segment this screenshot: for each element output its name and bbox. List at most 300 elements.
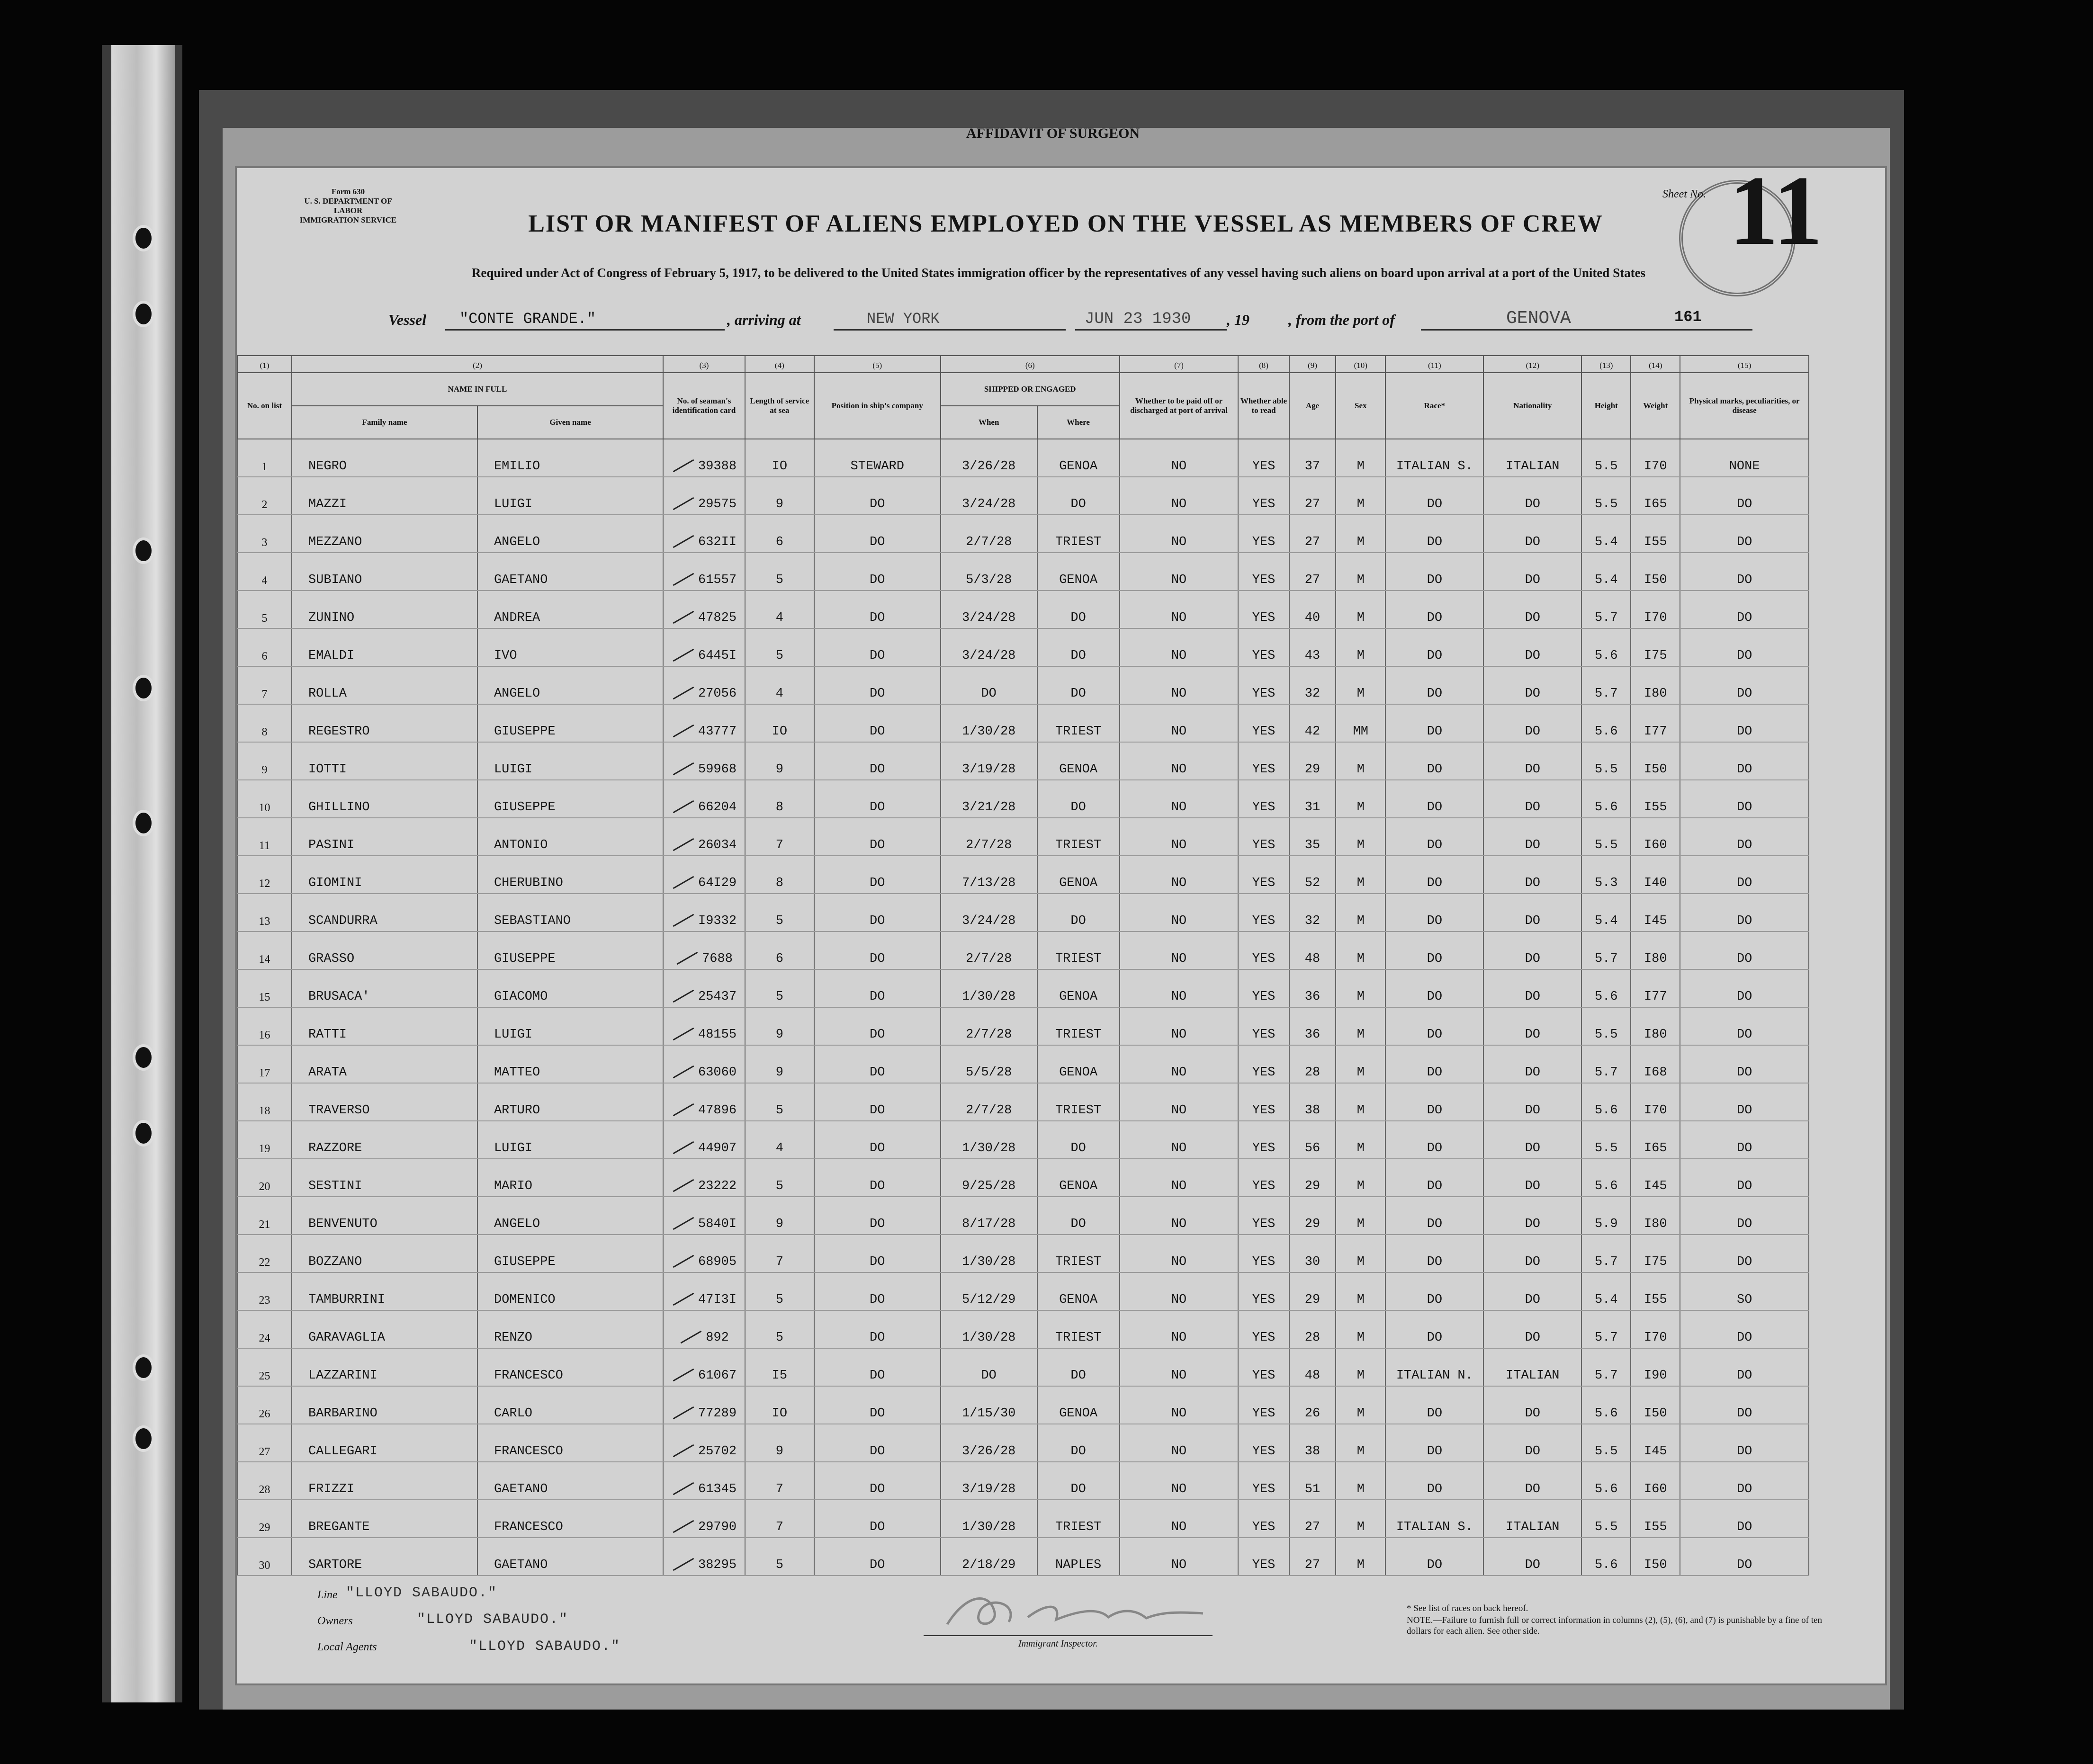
family-name [292,1045,477,1083]
able-to-read-text: YES [1252,1179,1276,1193]
physical-marks-text: DO [1736,1558,1752,1572]
weight [1631,666,1680,704]
id-card-number [663,1386,745,1424]
weight [1631,1235,1680,1272]
family-name [292,591,477,628]
given-name-text: LUIGI [494,497,532,511]
weight-text: I60 [1644,838,1667,852]
discharged-status-text: NO [1171,1444,1187,1459]
able-to-read-text: YES [1252,990,1276,1004]
family-name-text: GHILLINO [308,800,370,815]
ship-position [814,1159,941,1197]
discharged-status-text: NO [1171,1369,1187,1383]
family-name [292,628,477,666]
agents-label: Local Agents [317,1641,377,1653]
row-number-text: 24 [259,1332,270,1344]
height [1581,628,1631,666]
table-row [237,856,1809,894]
family-name [292,1538,477,1576]
given-name-text: SEBASTIANO [494,914,571,928]
physical-marks-text: DO [1736,952,1752,966]
row-number-text: 19 [259,1143,270,1155]
able-to-read-text: YES [1252,1406,1276,1421]
age [1289,1272,1336,1310]
length-of-service [745,477,814,515]
nationality-text: DO [1525,1331,1540,1345]
sex [1336,1386,1385,1424]
check-mark [673,611,694,624]
given-name [477,1272,663,1310]
check-mark [673,1406,694,1420]
ship-position-text: DO [870,1028,885,1042]
ship-position [814,1045,941,1083]
header-name-in-full: NAME IN FULL [292,373,663,406]
able-to-read-text: YES [1252,1141,1276,1155]
age-text: 26 [1304,1406,1320,1421]
check-mark [677,952,698,965]
arriving-label: , arriving at [727,311,801,328]
shipped-where [1037,1538,1120,1576]
race [1385,742,1483,780]
ship-position [814,1007,941,1045]
length-of-service [745,1159,814,1197]
given-name [477,931,663,969]
physical-marks-text: DO [1736,1066,1752,1080]
sex [1336,477,1385,515]
ship-position [814,1310,941,1348]
sex [1336,1462,1385,1500]
shipped-where-text: TRIEST [1055,952,1102,966]
family-name-text: PASINI [308,838,355,852]
row-number-text: 26 [259,1408,270,1420]
discharged-status [1120,1348,1239,1386]
length-of-service-text: I5 [772,1369,788,1383]
height [1581,591,1631,628]
weight-text: I70 [1644,459,1667,474]
shipped-where-text: GENOA [1059,762,1098,777]
row-number-text: 23 [259,1294,270,1307]
age-text: 43 [1304,649,1320,663]
shipped-where [1037,1121,1120,1159]
shipped-where [1037,1310,1120,1348]
height-text: 5.5 [1594,497,1618,511]
length-of-service [745,553,814,591]
weight [1631,742,1680,780]
sex [1336,1538,1385,1576]
ship-position [814,1462,941,1500]
age-text: 51 [1304,1482,1320,1496]
table-row [237,1386,1809,1424]
discharged-status-text: NO [1171,800,1187,815]
table-row [237,1462,1809,1500]
binder-hole [133,1044,154,1071]
id-card-number [663,780,745,818]
family-name [292,1235,477,1272]
length-of-service [745,1500,814,1538]
nationality [1483,553,1581,591]
sex-text: M [1356,990,1365,1004]
given-name [477,1310,663,1348]
id-card-number [663,477,745,515]
shipped-where-text: GENOA [1059,573,1098,587]
sex [1336,969,1385,1007]
check-mark [673,649,694,662]
race [1385,1197,1483,1235]
shipped-when [941,742,1037,780]
shipped-when [941,1462,1037,1500]
sex-text: M [1356,1558,1365,1572]
shipped-when-text: 3/26/28 [961,459,1016,474]
age [1289,1538,1336,1576]
shipped-when [941,591,1037,628]
sex [1336,856,1385,894]
able-to-read [1238,628,1289,666]
family-name [292,931,477,969]
family-name [292,742,477,780]
shipped-when [941,969,1037,1007]
able-to-read [1238,1121,1289,1159]
row-number-text: 17 [259,1067,270,1079]
shipped-where-text: TRIEST [1055,535,1102,549]
race-text: DO [1427,725,1443,739]
age [1289,591,1336,628]
family-name-text: RAZZORE [308,1141,362,1155]
given-name [477,1386,663,1424]
vessel-label: Vessel [388,311,426,328]
ship-position-text: DO [870,1293,885,1307]
able-to-read [1238,666,1289,704]
given-name [477,1159,663,1197]
check-mark [673,990,694,1003]
age-text: 29 [1304,1293,1320,1307]
physical-marks [1680,704,1809,742]
nationality-text: DO [1525,573,1540,587]
sex-text: M [1356,573,1365,587]
id-card-number-text: 66204 [698,800,737,815]
shipped-where-text: GENOA [1059,459,1098,474]
age-text: 27 [1304,573,1320,587]
discharged-status-text: NO [1171,914,1187,928]
binder-hole [133,675,154,701]
row-number-text: 13 [259,915,270,928]
shipped-when [941,477,1037,515]
length-of-service-text: 5 [775,649,783,663]
able-to-read-text: YES [1252,459,1276,474]
given-name [477,1462,663,1500]
id-card-number-text: 47896 [698,1103,737,1118]
ship-position-text: DO [870,952,885,966]
header-family-name: Family name [292,406,477,439]
able-to-read [1238,969,1289,1007]
discharged-status [1120,477,1239,515]
sex-text: M [1356,1217,1365,1231]
nationality-text: DO [1525,611,1540,625]
nationality-text: DO [1525,952,1540,966]
shipped-where [1037,553,1120,591]
shipped-when [941,1235,1037,1272]
given-name-text: FRANCESCO [494,1369,563,1383]
length-of-service-text: 9 [775,1217,783,1231]
height-text: 5.4 [1594,573,1618,587]
age [1289,666,1336,704]
ship-position-text: DO [870,1255,885,1269]
length-of-service [745,1121,814,1159]
family-name [292,1310,477,1348]
race [1385,1538,1483,1576]
sex [1336,1500,1385,1538]
shipped-where [1037,1462,1120,1500]
nationality-text: DO [1525,990,1540,1004]
shipped-when-text: 3/19/28 [961,762,1016,777]
nationality [1483,515,1581,553]
given-name [477,515,663,553]
ship-position-text: DO [870,1406,885,1421]
given-name [477,1538,663,1576]
id-card-number [663,856,745,894]
shipped-where-text: GENOA [1059,876,1098,890]
shipped-where-text: GENOA [1059,1293,1098,1307]
discharged-status [1120,704,1239,742]
discharged-status [1120,1538,1239,1576]
nationality [1483,1007,1581,1045]
weight [1631,1159,1680,1197]
check-mark [673,687,694,700]
race-text: DO [1427,573,1443,587]
age-text: 40 [1304,611,1320,625]
ship-position-text: DO [870,1331,885,1345]
shipped-where [1037,1500,1120,1538]
physical-marks-text: DO [1736,725,1752,739]
shipped-when-text: 3/24/28 [961,497,1016,511]
physical-marks [1680,591,1809,628]
id-card-number [663,628,745,666]
sex [1336,1272,1385,1310]
weight-text: I80 [1644,952,1667,966]
physical-marks-text: DO [1736,1141,1752,1155]
age [1289,1045,1336,1083]
sex-text: M [1356,1331,1365,1345]
race [1385,1159,1483,1197]
age-text: 32 [1304,914,1320,928]
discharged-status [1120,931,1239,969]
column-number: (15) [1680,356,1809,373]
height-text: 5.6 [1594,1103,1618,1118]
discharged-status [1120,894,1239,931]
height-text: 5.7 [1594,952,1618,966]
physical-marks-text: DO [1736,1028,1752,1042]
given-name-text: RENZO [494,1331,532,1345]
weight [1631,477,1680,515]
race-text: DO [1427,649,1443,663]
physical-marks-text: DO [1736,876,1752,890]
race [1385,1424,1483,1462]
family-name [292,894,477,931]
row-number-text: 29 [259,1522,270,1534]
race-text: DO [1427,1066,1443,1080]
discharged-status [1120,1310,1239,1348]
race-text: DO [1427,762,1443,777]
shipped-where-text: DO [1070,497,1086,511]
header-sex: Sex [1336,373,1385,439]
height-text: 5.7 [1594,687,1618,701]
shipped-when-text: 5/12/29 [961,1293,1016,1307]
sex-text: M [1356,459,1365,474]
weight-text: I50 [1644,1558,1667,1572]
nationality-text: DO [1525,762,1540,777]
able-to-read-text: YES [1252,497,1276,511]
shipped-when-text: 5/5/28 [966,1066,1012,1080]
height [1581,704,1631,742]
shipped-where-text: TRIEST [1055,725,1102,739]
physical-marks-text: DO [1736,762,1752,777]
binder-hole [133,810,154,836]
able-to-read [1238,856,1289,894]
owners-label: Owners [317,1615,353,1627]
height [1581,1159,1631,1197]
row-number [237,1121,292,1159]
header-weight: Weight [1631,373,1680,439]
height [1581,780,1631,818]
race-text: DO [1427,1482,1443,1496]
physical-marks-text: DO [1736,1179,1752,1193]
id-card-number-text: 64I29 [698,876,737,890]
age [1289,1424,1336,1462]
family-name [292,553,477,591]
height-text: 5.7 [1594,1369,1618,1383]
race-text: DO [1427,611,1443,625]
id-card-number-text: 47I3I [698,1293,737,1307]
id-card-number [663,742,745,780]
shipped-where-text: DO [1070,611,1086,625]
row-number-text: 22 [259,1256,270,1269]
table-row [237,1272,1809,1310]
length-of-service [745,1007,814,1045]
physical-marks-text: DO [1736,1103,1752,1118]
row-number-text: 1 [261,461,268,473]
row-number [237,1462,292,1500]
family-name-text: SESTINI [308,1179,362,1193]
able-to-read-text: YES [1252,1558,1276,1572]
length-of-service-text: 8 [775,800,783,815]
nationality-text: DO [1525,1406,1540,1421]
physical-marks [1680,1424,1809,1462]
shipped-when-text: 1/30/28 [961,1141,1016,1155]
check-mark [673,800,694,814]
family-name [292,666,477,704]
nationality-text: DO [1525,876,1540,890]
ship-position-text: DO [870,573,885,587]
shipped-where [1037,1159,1120,1197]
physical-marks-text: DO [1736,649,1752,663]
given-name-text: GIUSEPPE [494,725,556,739]
height [1581,1045,1631,1083]
nationality-text: DO [1525,725,1540,739]
physical-marks [1680,439,1809,477]
given-name [477,591,663,628]
column-number: (9) [1289,356,1336,373]
shipped-when [941,666,1037,704]
check-mark [673,459,694,473]
header-when: When [941,406,1037,439]
shipped-where-text: NAPLES [1055,1558,1102,1572]
height [1581,969,1631,1007]
weight-text: I90 [1644,1369,1667,1383]
arrival-date: JUN 23 1930 [1085,310,1191,328]
ship-position-text: DO [870,1444,885,1459]
row-number [237,1348,292,1386]
nationality-text: ITALIAN [1506,459,1560,474]
family-name [292,477,477,515]
ship-position-text: DO [870,497,885,511]
sex-text: M [1356,649,1365,663]
weight-text: I45 [1644,1444,1667,1459]
discharged-status [1120,780,1239,818]
row-number-text: 9 [261,764,268,776]
sex-text: M [1356,1103,1365,1118]
length-of-service-text: IO [772,725,788,739]
age [1289,628,1336,666]
row-number [237,1272,292,1310]
height-text: 5.3 [1594,876,1618,890]
nationality-text: DO [1525,1482,1540,1496]
given-name-text: GAETANO [494,1558,548,1572]
length-of-service-text: 4 [775,1141,783,1155]
ship-position-text: DO [870,800,885,815]
departure-port: GENOVA [1506,308,1571,329]
table-row [237,1197,1809,1235]
height-text: 5.4 [1594,1293,1618,1307]
given-name [477,894,663,931]
shipped-where-text: GENOA [1059,1066,1098,1080]
id-card-number-text: 29575 [698,497,737,511]
race [1385,969,1483,1007]
age [1289,1310,1336,1348]
sex [1336,894,1385,931]
able-to-read-text: YES [1252,687,1276,701]
check-mark [673,1558,694,1571]
row-number-text: 25 [259,1370,270,1382]
id-card-number [663,818,745,856]
id-card-number-text: 44907 [698,1141,737,1155]
length-of-service-text: 9 [775,497,783,511]
able-to-read [1238,931,1289,969]
family-name-text: MAZZI [308,497,347,511]
able-to-read [1238,1424,1289,1462]
id-card-number [663,1348,745,1386]
given-name [477,628,663,666]
nationality [1483,1500,1581,1538]
length-of-service-text: 7 [775,838,783,852]
weight-text: I80 [1644,687,1667,701]
given-name [477,1500,663,1538]
discharged-status [1120,1272,1239,1310]
weight-text: I70 [1644,1103,1667,1118]
height [1581,553,1631,591]
column-number: (2) [292,356,663,373]
table-row [237,969,1809,1007]
row-number-text: 28 [259,1484,270,1496]
physical-marks-text: DO [1736,1520,1752,1534]
sex-text: M [1356,762,1365,777]
nationality-text: DO [1525,1028,1540,1042]
physical-marks [1680,666,1809,704]
family-name [292,780,477,818]
discharged-status [1120,742,1239,780]
given-name-text: LUIGI [494,762,532,777]
weight [1631,1007,1680,1045]
able-to-read-text: YES [1252,1482,1276,1496]
given-name [477,1121,663,1159]
